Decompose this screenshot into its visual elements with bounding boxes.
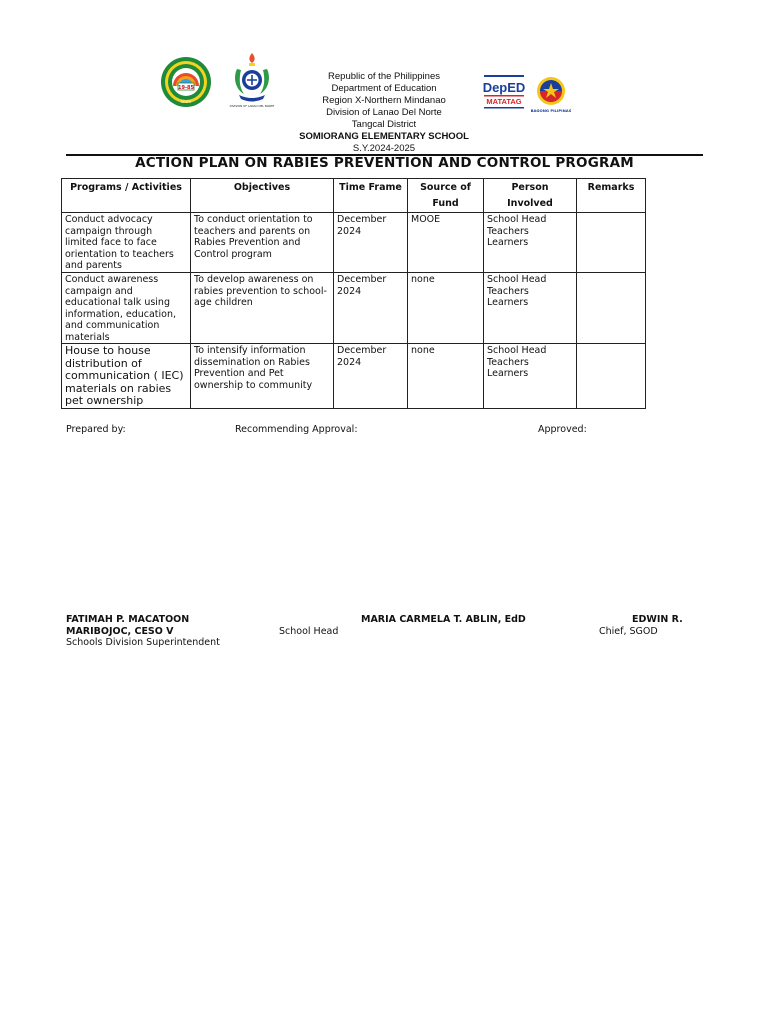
- table-header-row: [62, 179, 646, 213]
- cell-program: Conduct advocacy campaign through limited face to face orientation to teachers and parents: [62, 213, 191, 273]
- cell-program: House to house distribution of communication ( IEC) materials on rabies pet ownership: [62, 344, 191, 409]
- svg-text:MATATAG: MATATAG: [486, 97, 522, 106]
- person-item: School Head: [487, 214, 547, 225]
- approved-label: Approved:: [538, 424, 587, 435]
- header-objectives: Objectives: [191, 179, 334, 213]
- person-item: Teachers: [487, 356, 529, 368]
- header-region: Region X-Northern Mindanao: [322, 95, 446, 106]
- header-school: SOMIORANG ELEMENTARY SCHOOL: [299, 131, 469, 142]
- header-division: Division of Lanao Del Norte: [326, 107, 442, 118]
- cell-remarks: [577, 213, 646, 273]
- signatory-name-3: EDWIN R.: [632, 614, 683, 625]
- header-block: [284, 71, 484, 155]
- cell-persons: [484, 344, 577, 409]
- school-head-label: School Head: [279, 626, 339, 637]
- header-district: Tangcal District: [351, 119, 417, 130]
- header-school-year: S.Y.2024-2025: [352, 143, 416, 154]
- person-item: Learners: [487, 237, 529, 248]
- svg-text:DIVISION OF LANAO DEL NORTE: DIVISION OF LANAO DEL NORTE: [229, 104, 275, 108]
- person-item: Learners: [487, 297, 529, 308]
- division-seal-logo: [229, 51, 275, 109]
- bagong-pilipinas-logo: [531, 73, 571, 115]
- cell-remarks: [577, 273, 646, 344]
- table-row: [62, 344, 646, 409]
- cell-fund: none: [408, 273, 484, 344]
- prepared-by-label: Prepared by:: [66, 424, 126, 435]
- signatory-name-1a: FATIMAH P. MACATOON: [66, 614, 190, 625]
- document-title: ACTION PLAN ON RABIES PREVENTION AND CONTROL PROGRAM: [135, 155, 634, 171]
- cell-fund: MOOE: [408, 213, 484, 273]
- cell-objective: To conduct orientation to teachers and parents on Rabies Prevention and Control program: [191, 213, 334, 273]
- school-seal-logo: [160, 56, 212, 108]
- svg-text:SESMI: SESMI: [180, 100, 192, 104]
- cell-remarks: [577, 344, 646, 409]
- cell-time-frame: December 2024: [334, 273, 408, 344]
- cell-persons: [484, 213, 577, 273]
- person-item: School Head: [487, 345, 547, 356]
- sgod-label: Chief, SGOD: [599, 626, 658, 637]
- seal-year: 19-85: [178, 85, 194, 91]
- person-item: Teachers: [487, 225, 529, 237]
- table-row: [62, 273, 646, 344]
- cell-time-frame: December 2024: [334, 344, 408, 409]
- signatory-name-1b: MARIBOJOC, CESO V: [66, 626, 174, 637]
- svg-text:DepED: DepED: [483, 80, 525, 95]
- deped-matatag-logo: [483, 73, 525, 113]
- cell-fund: none: [408, 344, 484, 409]
- cell-objective: To intensify information dissemination on Rabies Prevention and Pet ownership to community: [191, 344, 334, 409]
- header-programs: Programs / Activities: [62, 179, 191, 213]
- table-row: [62, 213, 646, 273]
- svg-text:BAGONG PILIPINAS: BAGONG PILIPINAS: [531, 108, 571, 113]
- person-item: Learners: [487, 368, 529, 379]
- header-department: Department of Education: [331, 83, 437, 94]
- action-plan-table: [61, 178, 646, 409]
- recommending-approval-label: Recommending Approval:: [235, 424, 358, 435]
- signatory-name-2: MARIA CARMELA T. ABLIN, EdD: [361, 614, 526, 625]
- cell-time-frame: December 2024: [334, 213, 408, 273]
- cell-persons: [484, 273, 577, 344]
- cell-program: Conduct awareness campaign and educational talk using information, education, and communication materials: [62, 273, 191, 344]
- cell-objective: To develop awareness on rabies prevention to school-age children: [191, 273, 334, 344]
- person-item: Teachers: [487, 285, 529, 297]
- sds-label: Schools Division Superintendent: [66, 637, 220, 648]
- header-person-involved: Person Involved: [484, 179, 577, 213]
- header-source-of-fund: Source of Fund: [408, 179, 484, 213]
- header-remarks: Remarks: [577, 179, 646, 213]
- header-time-frame: Time Frame: [334, 179, 408, 213]
- person-item: School Head: [487, 274, 547, 285]
- header-country: Republic of the Philippines: [328, 71, 440, 82]
